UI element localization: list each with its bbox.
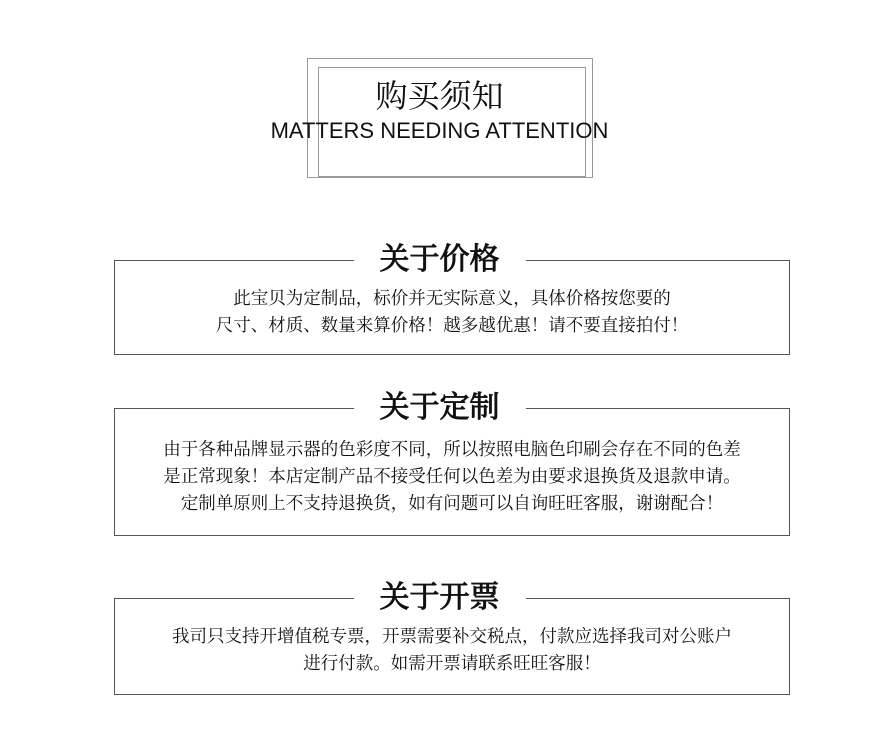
custom-line-2: 是正常现象！本店定制产品不接受任何以色差为由要求退换货及退款申请。 [163, 467, 741, 487]
price-line-2: 尺寸、材质、数量来算价格！越多越优惠！请不要直接拍付！ [215, 316, 689, 336]
price-section-title [0, 240, 879, 280]
invoice-section-title [0, 578, 879, 618]
invoice-line-1: 我司只支持开增值税专票，开票需要补交税点，付款应选择我司对公账户 [172, 627, 732, 647]
price-section-title-text: 关于价格 [354, 240, 526, 280]
custom-line-3: 定制单原则上不支持退换货，如有问题可以自询旺旺客服，谢谢配合！ [180, 494, 724, 514]
page-title: 购买须知 [375, 77, 504, 115]
custom-section-title-text: 关于定制 [354, 388, 526, 428]
custom-section-body [114, 437, 790, 518]
custom-section-title [0, 388, 879, 428]
invoice-line-2: 进行付款。如需开票请联系旺旺客服！ [303, 654, 601, 674]
invoice-section-body [114, 624, 790, 678]
page-subtitle: MATTERS NEEDING ATTENTION [270, 118, 609, 143]
price-line-1: 此宝贝为定制品，标价并无实际意义，具体价格按您要的 [233, 289, 671, 309]
custom-line-1: 由于各种品牌显示器的色彩度不同，所以按照电脑色印刷会存在不同的色差 [163, 440, 741, 460]
invoice-section-title-text: 关于开票 [354, 578, 526, 618]
price-section-body [114, 286, 790, 340]
